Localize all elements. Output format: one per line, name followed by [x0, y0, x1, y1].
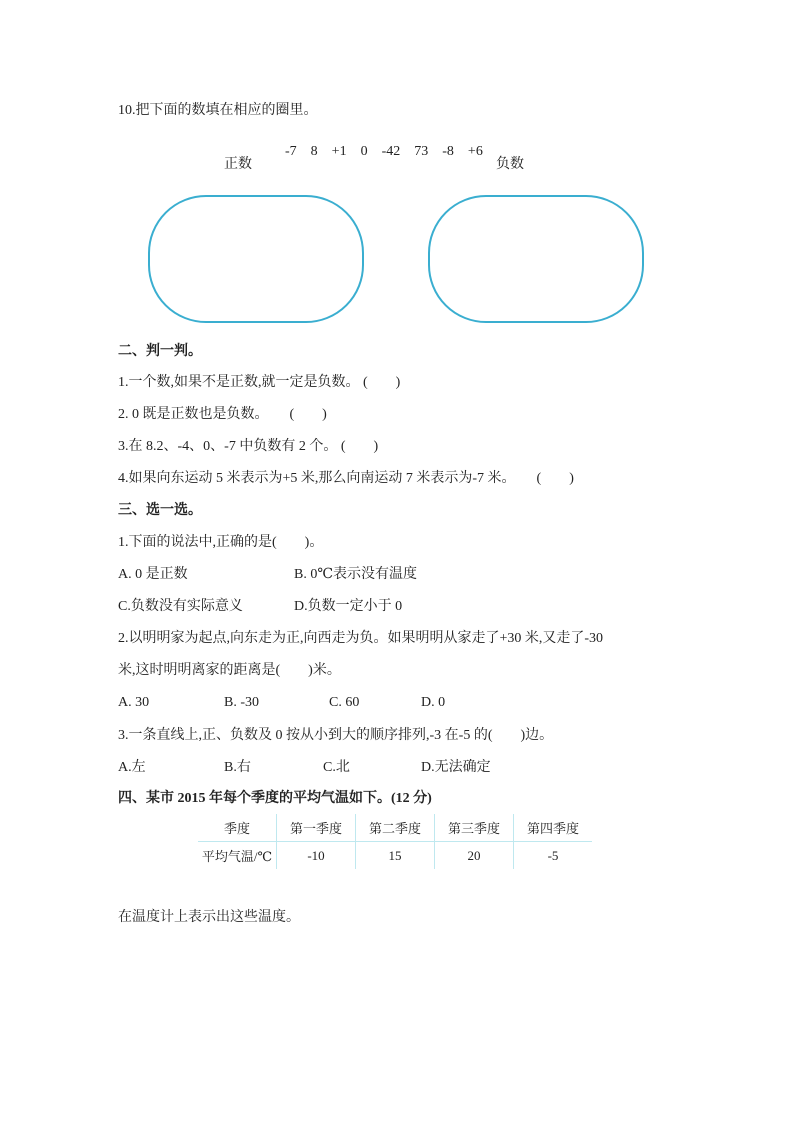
- table-header: 第四季度: [514, 814, 593, 842]
- choice-option: A. 30: [118, 695, 150, 710]
- choice-option: C.负数没有实际意义: [118, 599, 243, 614]
- number-list: [285, 125, 497, 161]
- q10-title: 10.把下面的数填在相应的圈里。: [118, 103, 318, 118]
- table-header: 季度: [198, 814, 277, 842]
- negative-label: 负数: [496, 157, 524, 172]
- choice-option: D.无法确定: [421, 760, 491, 775]
- choice-option: B.右: [224, 760, 251, 775]
- temperature-table: [198, 814, 592, 869]
- judge-item: 1.一个数,如果不是正数,就一定是负数。 ( ): [118, 375, 401, 390]
- negative-circle: [428, 195, 644, 323]
- choice-option: B. 0℃表示没有温度: [294, 567, 417, 582]
- number: 8: [310, 144, 318, 159]
- table-header: 第二季度: [356, 814, 435, 842]
- choice-stem: 米,这时明明离家的距离是( )米。: [118, 663, 341, 678]
- section4-title: 四、某市 2015 年每个季度的平均气温如下。(12 分): [118, 791, 432, 806]
- number: -42: [381, 144, 401, 159]
- number: +1: [331, 144, 347, 159]
- choice-option: D. 0: [421, 695, 446, 710]
- positive-circle: [148, 195, 364, 323]
- number: -7: [285, 144, 297, 159]
- table-header: 第三季度: [435, 814, 514, 842]
- choice-option: B. -30: [224, 695, 259, 710]
- choice-option: A.左: [118, 760, 146, 775]
- judge-item: 2. 0 既是正数也是负数。 ( ): [118, 407, 327, 422]
- table-cell: -10: [277, 842, 356, 870]
- table-cell: -5: [514, 842, 593, 870]
- positive-label: 正数: [224, 157, 252, 172]
- judge-item: 4.如果向东运动 5 米表示为+5 米,那么向南运动 7 米表示为-7 米。 ( ): [118, 471, 574, 486]
- table-cell: 15: [356, 842, 435, 870]
- number: 0: [360, 144, 368, 159]
- choice-option: C.北: [323, 760, 350, 775]
- table-row: [198, 842, 592, 870]
- judge-item: 3.在 8.2、-4、0、-7 中负数有 2 个。 ( ): [118, 439, 379, 454]
- number: -8: [442, 144, 454, 159]
- thermometer-instruction: 在温度计上表示出这些温度。: [118, 910, 300, 925]
- number: 73: [414, 144, 429, 159]
- choice-option: C. 60: [329, 695, 360, 710]
- choice-stem: 2.以明明家为起点,向东走为正,向西走为负。如果明明从家走了+30 米,又走了-30: [118, 631, 604, 646]
- table-cell: 20: [435, 842, 514, 870]
- section2-title: 二、判一判。: [118, 344, 202, 359]
- choice-option: A. 0 是正数: [118, 567, 188, 582]
- choice-stem: 1.下面的说法中,正确的是( )。: [118, 535, 324, 550]
- number: +6: [467, 144, 483, 159]
- section3-title: 三、选一选。: [118, 503, 202, 518]
- choice-option: D.负数一定小于 0: [294, 599, 403, 614]
- choice-stem: 3.一条直线上,正、负数及 0 按从小到大的顺序排列,-3 在-5 的( )边。: [118, 728, 554, 743]
- table-header: 第一季度: [277, 814, 356, 842]
- table-header-row: [198, 814, 592, 842]
- table-cell: 平均气温/℃: [201, 849, 273, 864]
